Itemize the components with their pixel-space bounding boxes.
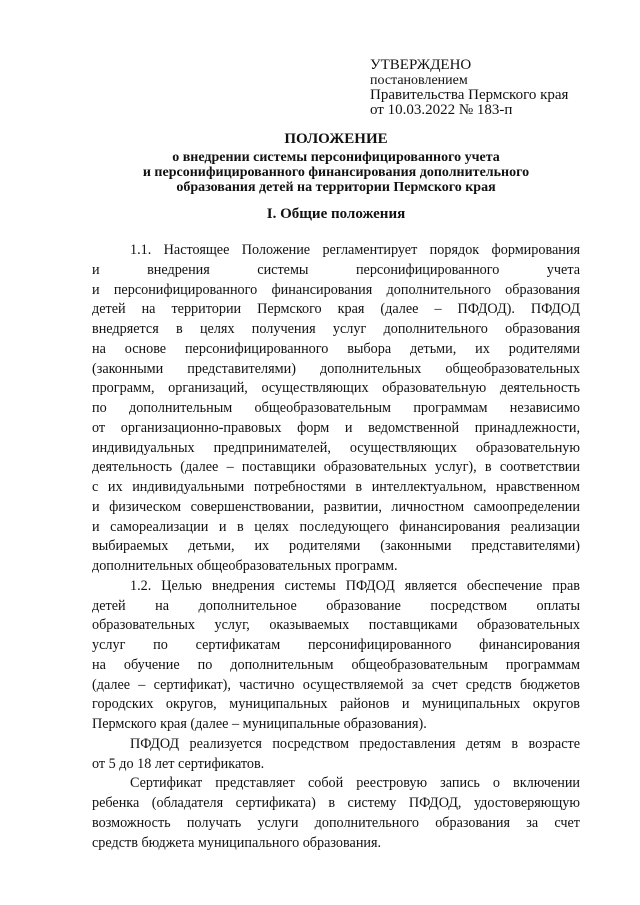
body-text-line: образовательных услуг, оказываемых поставщиками образовательных xyxy=(92,617,580,634)
body-text-line: по дополнительным общеобразовательным программам независимо xyxy=(92,400,580,416)
subtitle-line: и персонифицированного финансирования дополнительного xyxy=(142,165,530,180)
section-heading: I. Общие положения xyxy=(266,206,406,222)
body-text-line: деятельность (далее – поставщики образовательных услуг), в соответствии xyxy=(92,459,580,476)
document-title: ПОЛОЖЕНИЕ xyxy=(284,131,388,147)
body-text-line: на обучение по дополнительным общеобразовательным программам xyxy=(92,656,580,673)
body-text-line: услуг по сертификатам персонифицированного финансирования xyxy=(92,637,580,653)
document-body xyxy=(92,241,580,853)
body-text-line: детей на территории Пермского края (далее – ПФДОД). ПФДОД xyxy=(92,301,580,318)
approval-line: постановлением xyxy=(370,73,468,88)
body-text-line: выбираемых детьми, их родителями (законными представителями) xyxy=(92,538,580,555)
body-text-line: на основе персонифицированного выбора детьми, их родителями xyxy=(92,340,580,357)
approval-status: УТВЕРЖДЕНО xyxy=(370,57,472,73)
body-text-line: от организационно-правовых форм и ведомственной принадлежности, xyxy=(92,419,580,436)
body-text-line: Сертификат представляет собой реестровую запись о включении xyxy=(130,775,580,792)
body-text-line: 1.1. Настоящее Положение регламентирует порядок формирования xyxy=(130,242,580,258)
body-text-line: индивидуальных предпринимателей, осуществляющих образовательную xyxy=(92,439,580,456)
body-text-line: и физическом совершенствовании, развитии, личностном самоопределении xyxy=(92,498,580,515)
body-text-line: 1.2. Целью внедрения системы ПФДОД является обеспечение прав xyxy=(130,577,580,594)
body-text-line: программ, организаций, осуществляющих образовательную деятельность xyxy=(92,380,580,397)
subtitle-line: о внедрении системы персонифицированного учета xyxy=(172,150,500,165)
body-text-line: возможность получать услуги дополнительного образования за счет xyxy=(92,814,580,831)
subtitle-line: образования детей на территории Пермского края xyxy=(176,180,496,195)
body-text-line: и персонифицированного финансирования дополнительного образования xyxy=(92,281,580,298)
body-text-line: Пермского края (далее – муниципальные образования). xyxy=(92,716,427,732)
body-text-line: детей на дополнительное образование посредством оплаты xyxy=(92,597,580,614)
body-text-line: (законными представителями) дополнительных общеобразовательных xyxy=(92,360,580,377)
body-text-line: (далее – сертификат), частично осуществляемой за счет средств бюджетов xyxy=(92,676,580,693)
body-text-line: городских округов, муниципальных районов и муниципальных округов xyxy=(92,696,580,713)
body-text-line: ребенка (обладателя сертификата) в систему ПФДОД, удостоверяющую xyxy=(92,795,580,811)
body-text-line: и самореализации и в целях последующего финансирования реализации xyxy=(92,518,580,535)
body-text-line: средств бюджета муниципального образования. xyxy=(92,834,382,851)
body-text-line: от 5 до 18 лет сертификатов. xyxy=(92,755,265,772)
body-text-line: и внедрения системы персонифицированного учета xyxy=(92,261,580,278)
body-text-line: с их индивидуальными потребностями в интеллектуальном, нравственном xyxy=(92,479,580,495)
body-text-line: внедряется в целях получения услуг дополнительного образования xyxy=(92,321,580,337)
body-text-line: дополнительных общеобразовательных программ. xyxy=(92,558,398,574)
body-text-line: ПФДОД реализуется посредством предоставления детям в возрасте xyxy=(130,735,580,752)
approval-line: от 10.03.2022 № 183-п xyxy=(370,102,513,118)
approval-stamp xyxy=(370,58,610,118)
document-subtitle xyxy=(92,150,580,195)
approval-line: Правительства Пермского края xyxy=(370,87,569,103)
